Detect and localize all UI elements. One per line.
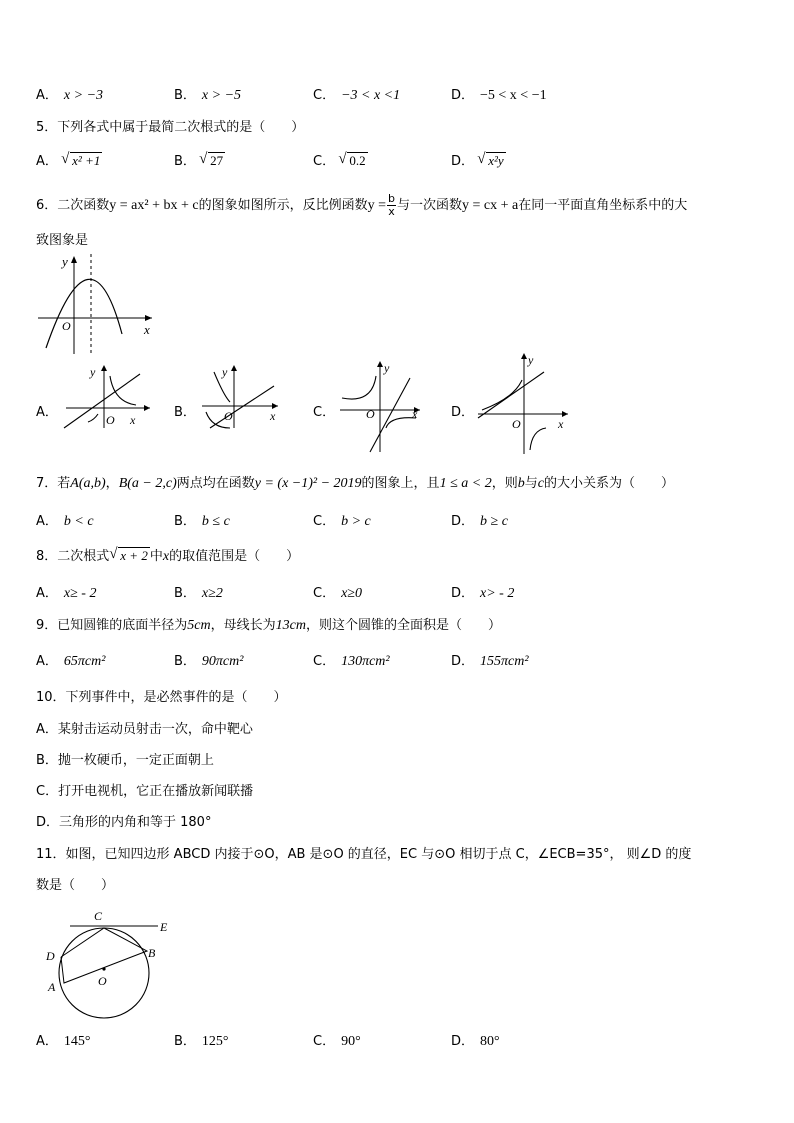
svg-text:y: y	[384, 361, 390, 375]
q6-origin-label: O	[62, 319, 71, 333]
q11-circle-figure	[40, 905, 180, 1020]
svg-text:O: O	[366, 407, 375, 421]
q7-stem: 7．若A(a,b)，B(a − 2,c)两点均在函数y = (x −1)² − 2019的图象上，且1 ≤ a < 2，则b与c的大小关系为（ ）	[36, 476, 674, 491]
q9-option-c: C． 130πcm²	[313, 654, 390, 669]
q10-stem: 10．下列事件中，是必然事件的是（ ）	[36, 690, 287, 705]
q4-option-b: B． x > −5	[174, 88, 242, 103]
q4-option-a: A． x > −3	[36, 88, 104, 103]
q11-stem: 11．如图，已知四边形 ABCD 内接于⊙O，AB 是⊙O 的直径，EC 与⊙O 相切于点 C，∠ECB=35°， 则∠D 的度	[36, 847, 692, 862]
q8-option-a: A． x≥ - 2	[36, 586, 97, 601]
svg-text:x: x	[130, 413, 136, 427]
q8-stem: 8．二次根式 √ x + 2 中x的取值范围是（ ）	[36, 546, 300, 564]
q6-axis-x-label: x	[144, 322, 150, 337]
q5-option-a: A． √ x² +1	[36, 151, 101, 169]
q7-option-d: D． b ≥ c	[451, 514, 508, 529]
svg-text:O: O	[106, 413, 115, 427]
svg-text:O: O	[512, 417, 521, 431]
q6-option-d-label: D．	[451, 405, 475, 420]
svg-text:O: O	[98, 974, 107, 988]
q9-option-a: A． 65πcm²	[36, 654, 106, 669]
svg-text:D: D	[46, 949, 55, 963]
q6-axis-y-label: y	[62, 254, 68, 269]
q6-option-c-label: C．	[313, 405, 336, 420]
q8-option-d: D． x> - 2	[451, 586, 515, 601]
q6-option-b-label: B．	[174, 405, 196, 420]
svg-text:O: O	[224, 409, 233, 423]
q6-option-c-graph	[336, 358, 426, 454]
svg-text:C: C	[94, 909, 103, 923]
svg-text:y: y	[528, 353, 534, 367]
q6-stem-line2: 致图象是	[36, 233, 89, 248]
q7-option-c: C． b > c	[313, 514, 371, 529]
q9-stem: 9．已知圆锥的底面半径为5cm，母线长为13cm，则这个圆锥的全面积是（ ）	[36, 618, 501, 633]
q10-option-b: B．抛一枚硬币，一定正面朝上	[36, 753, 214, 768]
svg-text:x: x	[412, 407, 418, 421]
svg-text:x: x	[270, 409, 276, 423]
q11-stem-line2: 数是（ ）	[36, 878, 115, 893]
q5-option-d: D． √ x²y	[451, 151, 504, 169]
q11-option-b: B． 125°	[174, 1034, 229, 1049]
svg-text:E: E	[160, 920, 168, 934]
q6-option-d-graph	[474, 350, 574, 454]
q7-option-b: B． b ≤ c	[174, 514, 230, 529]
q8-option-c: C． x≥0	[313, 586, 362, 601]
q5-stem: 5．下列各式中属于最简二次根式的是（ ）	[36, 120, 305, 135]
q8-option-b: B． x≥2	[174, 586, 223, 601]
q6-option-b-graph	[196, 362, 286, 432]
q6-option-a-graph	[60, 362, 155, 432]
svg-text:x: x	[558, 417, 564, 431]
q6-parabola-figure	[34, 250, 164, 358]
q10-option-a: A．某射击运动员射击一次，命中靶心	[36, 722, 253, 737]
q6-stem: 6．二次函数y = ax² + bx + c的图象如图所示，反比例函数y = $\frac{b}{x}$ 与一次函数y = cx + a在同一平面直角坐标系中的大	[36, 192, 688, 218]
q9-option-d: D． 155πcm²	[451, 654, 529, 669]
svg-text:y: y	[90, 365, 96, 379]
q11-option-c: C． 90°	[313, 1034, 361, 1049]
q7-option-a: A． b < c	[36, 514, 94, 529]
q4-option-c: C． −3 < x <1	[313, 88, 401, 103]
q9-option-b: B． 90πcm²	[174, 654, 244, 669]
q5-option-c: C． √ 0.2	[313, 151, 366, 169]
q11-option-a: A． 145°	[36, 1034, 91, 1049]
q10-option-c: C．打开电视机，它正在播放新闻联播	[36, 784, 254, 799]
svg-text:B: B	[148, 946, 156, 960]
q6-option-a-label: A．	[36, 405, 58, 420]
q5-option-b: B． √ 27	[174, 151, 224, 169]
q10-option-d: D．三角形的内角和等于 180°	[36, 815, 212, 830]
svg-text:y: y	[222, 365, 228, 379]
q11-option-d: D． 80°	[451, 1034, 500, 1049]
q4-option-d: D． −5 < x < −1	[451, 88, 547, 103]
svg-text:A: A	[48, 980, 56, 994]
